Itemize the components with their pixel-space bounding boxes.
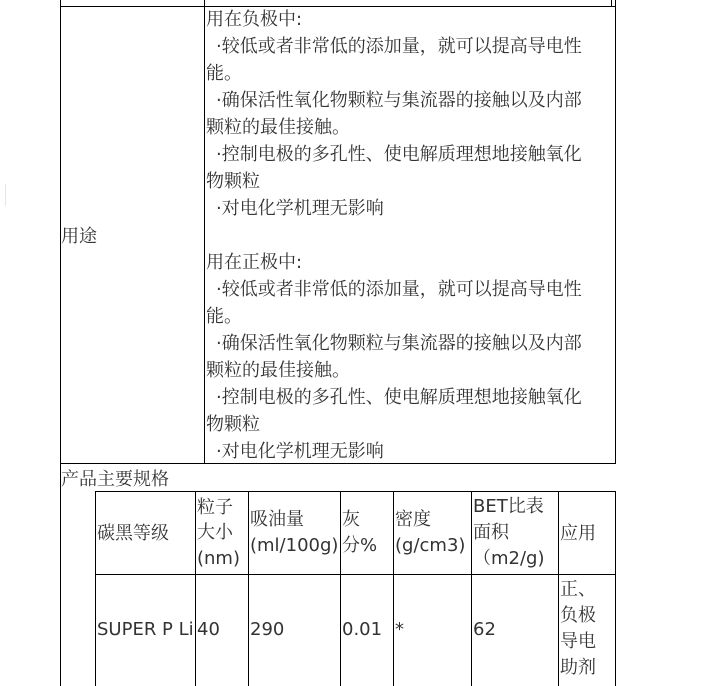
table-border-left	[60, 0, 61, 686]
negative-line-1: ·较低或者非常低的添加量，就可以提高导电性	[216, 36, 582, 57]
spec-title: 产品主要规格	[61, 469, 169, 490]
positive-line-7: ·对电化学机理无影响	[216, 441, 384, 462]
positive-line-4: 颗粒的最佳接触。	[206, 360, 350, 381]
header-density-line-1: 密度	[395, 509, 431, 530]
header-oil-line-1: 吸油量	[250, 509, 304, 530]
negative-line-6: 物颗粒	[206, 171, 260, 192]
usage-label: 用途	[61, 226, 97, 247]
spec-col-line-2	[248, 491, 249, 686]
table-border-right	[615, 0, 616, 463]
negative-line-4: 颗粒的最佳接触。	[206, 117, 350, 138]
spec-table-header-divider	[95, 574, 616, 575]
header-density-line-2: (g/cm3)	[395, 535, 466, 556]
cell-ash: 0.01	[342, 619, 383, 640]
edge-artifact	[5, 184, 6, 206]
header-size-line-2: 大小	[197, 522, 233, 543]
cell-application-line-4: 助剂	[560, 657, 596, 678]
positive-line-2: 能。	[206, 306, 242, 327]
spec-table-top	[95, 491, 616, 492]
spec-col-line-4	[393, 491, 394, 686]
cell-oil: 290	[250, 619, 285, 640]
cell-application-line-2: 负极	[560, 605, 596, 626]
negative-heading: 用在负极中:	[206, 9, 303, 30]
header-bet-line-3: （m2/g)	[473, 548, 545, 569]
positive-line-1: ·较低或者非常低的添加量，就可以提高导电性	[216, 279, 582, 300]
negative-line-3: ·确保活性氧化物颗粒与集流器的接触以及内部	[216, 90, 582, 111]
spec-col-line-7	[615, 491, 616, 686]
negative-line-5: ·控制电极的多孔性、使电解质理想地接触氧化	[216, 144, 582, 165]
cell-size: 40	[197, 619, 220, 640]
header-ash-line-1: 灰	[342, 509, 360, 530]
negative-line-7: ·对电化学机理无影响	[216, 198, 384, 219]
spec-col-line-0	[95, 491, 96, 686]
cell-bet: 62	[473, 619, 496, 640]
header-grade: 碳黑等级	[97, 523, 169, 544]
spec-col-line-6	[558, 491, 559, 686]
spec-col-line-1	[195, 491, 196, 686]
spec-col-line-3	[340, 491, 341, 686]
table-border-label-divider	[204, 0, 205, 463]
header-ash-line-2: 分%	[342, 535, 378, 556]
positive-line-5: ·控制电极的多孔性、使电解质理想地接触氧化	[216, 387, 582, 408]
cell-application-line-1: 正、	[560, 579, 596, 600]
positive-line-3: ·确保活性氧化物颗粒与集流器的接触以及内部	[216, 333, 582, 354]
cell-application-line-3: 导电	[560, 631, 596, 652]
positive-line-6: 物颗粒	[206, 414, 260, 435]
header-oil-line-2: (ml/100g)	[250, 535, 339, 556]
positive-heading: 用在正极中:	[206, 252, 303, 273]
negative-line-2: 能。	[206, 63, 242, 84]
header-bet-line-1: BET比表	[473, 496, 544, 517]
spec-col-line-5	[471, 491, 472, 686]
header-size-line-1: 粒子	[197, 497, 233, 518]
cell-grade: SUPER P Li	[97, 619, 194, 640]
table-row-divider-top	[60, 6, 616, 7]
header-size-line-3: (nm)	[197, 548, 240, 569]
header-application: 应用	[560, 523, 596, 544]
cell-density: *	[395, 619, 404, 640]
header-bet-line-2: 面积	[473, 522, 509, 543]
